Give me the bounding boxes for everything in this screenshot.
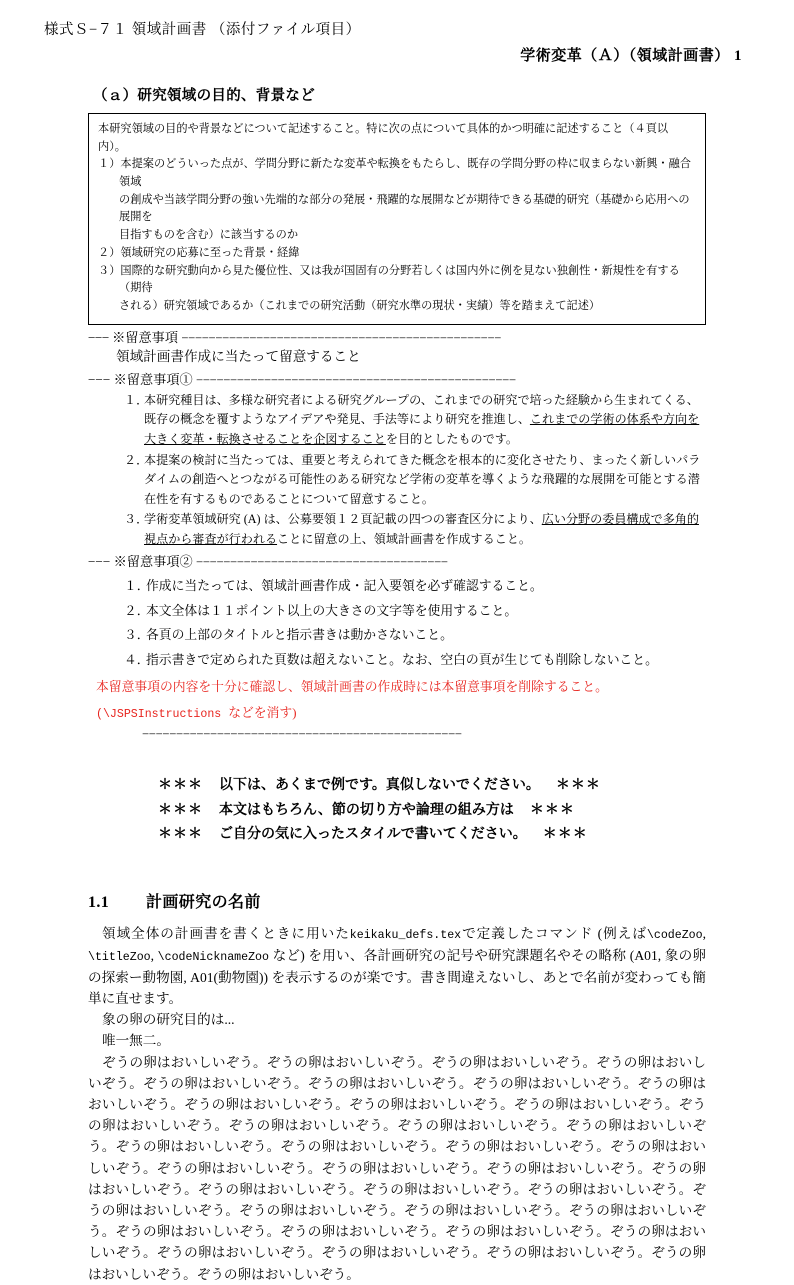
dash-line-4: −−−−−−−−−−−−−−−−−−−−−−−−−−−−−−−−−−−−−−−−−−−−−−−	[142, 727, 462, 742]
latex-command-suffix: などを消す)	[228, 705, 297, 720]
note2-item-num: ４．	[124, 652, 150, 667]
note2-item-text: 本文全体は１１ポイント以上の大きさの文字等を使用すること。	[146, 603, 518, 618]
note1-item-text: 本提案の検討に当たっては、重要と考えられてきた概念を根本的に変化させたり、まったく新しいパラダイムの創造へとつながる可能性のある研究など学術の変革を導くような飛躍的な展開を可能とする潜在性を有するものであることについて留意すること。	[144, 452, 701, 506]
instruction-item-3-line-2: される）研究領域であるか（これまでの研究活動（研究水準の現状・実績）等を踏まえて記述）	[119, 299, 601, 312]
note1-heading	[88, 369, 706, 389]
section-1-1-number: 1.1	[88, 893, 110, 911]
note2-item	[124, 599, 706, 624]
dash-lead-2: −−−	[88, 372, 111, 388]
dash-lead-3: −−−	[88, 554, 111, 570]
latex-cmd-codenicknamezoo: \codeNicknameZoo	[157, 950, 269, 964]
section-1-1-title: 計画研究の名前	[146, 893, 261, 911]
notes-label: ※留意事項	[112, 329, 179, 345]
notes-subtitle: 領域計画書作成に当たって留意すること	[116, 348, 361, 364]
notes-heading	[88, 328, 706, 347]
instruction-item-3: ３）国際的な研究動向から見た優位性、又は我が国固有の分野若しくは国内外に例を見ない独創性・新規性を有する（期待	[98, 264, 680, 295]
note1-item	[124, 451, 706, 510]
example-disclaimer-text: 本文はもちろん、節の切り方や論理の組み方は	[219, 802, 514, 818]
example-disclaimer-line	[158, 799, 706, 823]
instruction-item-1-line-3: 目指すものを含む）に該当するのか	[119, 229, 299, 242]
document-content	[88, 84, 706, 1285]
red-warning-note: 本留意事項の内容を十分に確認し、領域計画書の作成時には本留意事項を削除すること。	[96, 680, 608, 695]
latex-command-text: (\JSPSInstructions	[96, 707, 229, 721]
red-warning-note-2	[96, 703, 706, 725]
note1-label: ※留意事項①	[113, 372, 193, 388]
note2-item-num: ２．	[124, 603, 150, 618]
star-mark-left: ＊＊＊	[158, 802, 203, 818]
note1-item-num: １．	[124, 392, 149, 407]
note1-item-num: ３．	[124, 512, 149, 527]
note2-heading	[88, 551, 706, 571]
body-paragraph-2: 象の卵の研究目的は...	[102, 1012, 235, 1028]
star-mark-left: ＊＊＊	[158, 778, 203, 794]
note1-item	[124, 510, 706, 549]
note2-item-text: 指示書きで定められた頁数は超えないこと。なお、空白の頁が生じても削除しないこと。	[146, 652, 658, 667]
instruction-box	[88, 113, 706, 325]
latex-cmd-codezoo: \codeZoo	[646, 928, 703, 942]
instruction-item-2: ２）領域研究の応募に至った背景・経緯	[98, 246, 300, 259]
form-header-left: 様式Ｓ−７１ 領域計画書 （添付ファイル項目）	[44, 22, 361, 38]
latex-cmd-titlezoo: \titleZoo	[88, 950, 151, 964]
star-mark-left: ＊＊＊	[158, 826, 203, 842]
body-paragraph-1: 領域全体の計画書を書くときに用いたkeikaku_defs.texで定義したコマンド (例えば\codeZoo, \titleZoo, \codeNicknameZoo など) を用い、各計画研究の記号や研究課題名やその略称 (A01, 象の卵の探索ー動物園, A01(動物園)) を表示するのが楽です。書き間違えないし、あとで名前が変わっても簡単に直せます。	[88, 925, 706, 1007]
star-mark-right: ＊＊＊	[555, 778, 601, 794]
note2-label: ※留意事項②	[113, 554, 193, 570]
note1-item	[124, 391, 706, 450]
dash-line-3: −−−−−−−−−−−−−−−−−−−−−−−−−−−−−−−−−−−−−	[196, 555, 448, 570]
example-disclaimer	[158, 774, 706, 846]
example-disclaimer-text: ご自分の気に入ったスタイルで書いてください。	[219, 826, 527, 842]
note2-item-num: １．	[124, 579, 150, 594]
section-a-title: （ａ）研究領域の目的、背景など	[93, 88, 315, 104]
note1-item-num: ２．	[124, 452, 149, 467]
star-mark-right: ＊＊＊	[542, 826, 588, 842]
instruction-item-1: １）本提案のどういった点が、学問分野に新たな変革や転換をもたらし、既存の学問分野の枠に収まらない新興・融合領域	[98, 158, 691, 189]
example-disclaimer-line	[158, 823, 706, 847]
note2-item-text: 各頁の上部のタイトルと指示書きは動かさないこと。	[146, 628, 453, 643]
latex-file-name: keikaku_defs.tex	[349, 928, 462, 942]
note2-item-num: ３．	[124, 628, 150, 643]
note1-list	[88, 391, 706, 550]
star-mark-right: ＊＊＊	[529, 802, 575, 818]
note2-item-text: 作成に当たっては、領域計画書作成・記入要領を必ず確認すること。	[146, 579, 543, 594]
example-disclaimer-line	[158, 774, 706, 798]
note2-list	[88, 574, 706, 672]
dash-line-2: −−−−−−−−−−−−−−−−−−−−−−−−−−−−−−−−−−−−−−−−−−−−−−−	[196, 373, 516, 388]
note2-item	[124, 648, 706, 673]
form-header-right: 学術変革（Ａ）（領域計画書） 1	[520, 48, 742, 64]
note1-item-text: 学術変革領域研究 (A) は、公募要領１２頁記載の四つの審査区分により、広い分野の委員構成で多角的視点から審査が行われることに留意の上、領域計画書を作成すること。	[144, 512, 699, 546]
note2-item	[124, 574, 706, 599]
instruction-lead: 本研究領域の目的や背景などについて記述すること。特に次の点について具体的かつ明確に記述すること（４頁以内）。	[98, 123, 669, 153]
instruction-item-1-line-2: の創成や当該学問分野の強い先端的な部分の発展・飛躍的な展開などが期待できる基礎的研究（基礎から応用への展開を	[119, 193, 690, 224]
example-disclaimer-text: 以下は、あくまで例です。真似しないでください。	[219, 778, 540, 794]
body-paragraph-4: ぞうの卵はおいしいぞう。ぞうの卵はおいしいぞう。ぞうの卵はおいしいぞう。ぞうの卵はおいしいぞう。ぞうの卵はおいしいぞう。ぞうの卵はおいしいぞう。ぞうの卵はおいしいぞう。ぞうの卵はおいしいぞう。ぞうの卵はおいしいぞう。ぞうの卵はおいしいぞう。ぞうの卵はおいしいぞう。ぞうの卵はおいしいぞう。ぞうの卵はおいしいぞう。ぞうの卵はおいしいぞう。ぞうの卵はおいしいぞう。ぞうの卵はおいしいぞう。ぞうの卵はおいしいぞう。ぞうの卵はおいしいぞう。ぞうの卵はおいしいぞう。ぞうの卵はおいしいぞう。ぞうの卵はおいしいぞう。ぞうの卵はおいしいぞう。ぞうの卵はおいしいぞう。ぞうの卵はおいしいぞう。ぞうの卵はおいしいぞう。ぞうの卵はおいしいぞう。ぞうの卵はおいしいぞう。ぞうの卵はおいしいぞう。ぞうの卵はおいしいぞう。ぞうの卵はおいしいぞう。ぞうの卵はおいしいぞう。ぞうの卵はおいしいぞう。ぞうの卵はおいしいぞう。ぞうの卵はおいしいぞう。ぞうの卵はおいしいぞう。ぞうの卵はおいしいぞう。ぞうの卵はおいしいぞう。ぞうの卵はおいしいぞう。ぞうの卵はおいしいぞう。	[88, 1054, 706, 1282]
note1-item-text: 本研究種目は、多様な研究者による研究グループの、これまでの研究で培った経験から生まれてくる、既存の概念を覆すようなアイデアや発見、手法等により研究を推進し、これまでの学術の体系や方向を大きく変革・転換させることを企図することを目的としたものです。	[144, 392, 700, 446]
dash-lead-1: −−−	[88, 329, 109, 345]
section-1-1-heading	[88, 889, 706, 912]
note2-item	[124, 623, 706, 648]
dash-line-1: −−−−−−−−−−−−−−−−−−−−−−−−−−−−−−−−−−−−−−−−−−−−−−−	[181, 330, 502, 345]
body-paragraph-3: 唯一無二。	[102, 1033, 170, 1049]
